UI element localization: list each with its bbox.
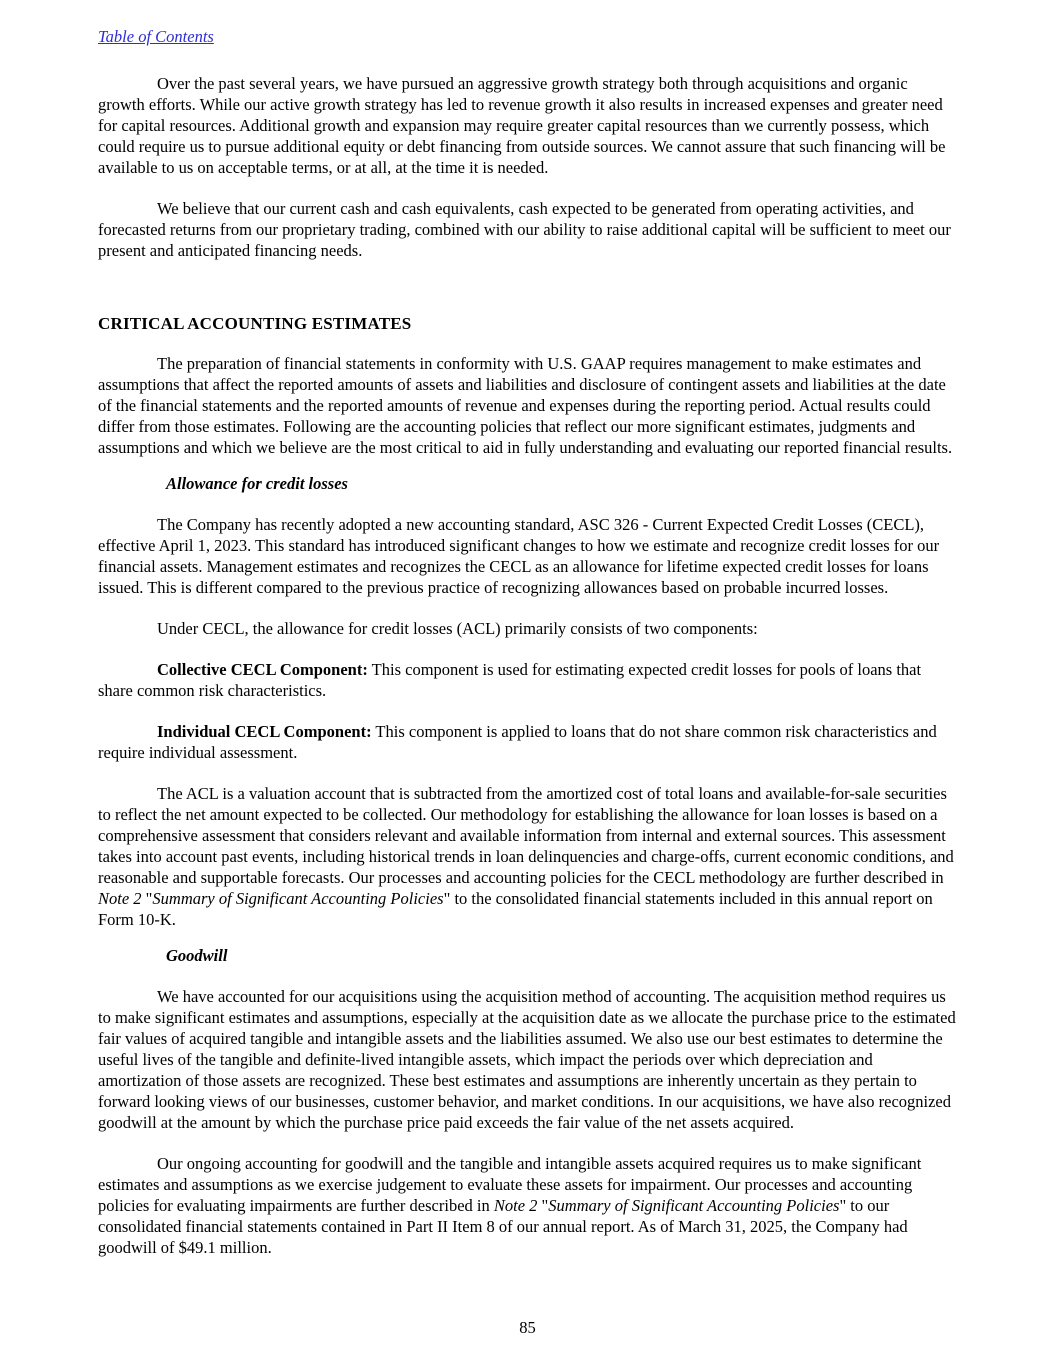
acl-text-pre: The ACL is a valuation account that is subtracted from the amortized cost of total loans and available-for-sale securities to reflect the net amount expected to be collected. Our methodology for establishing the allowance for loan losses is based on a comprehensive assessment that considers relevant and available information from internal and external sources. This assessment takes into account past events, including historical trends in loan delinquencies and charge-offs, current economic conditions, and reasonable and supportable forecasts. Our processes and accounting policies for the CECL methodology are further described in xyxy=(98,784,954,887)
individual-cecl-text: This component is applied to loans that do not share common risk characteristics and require individual assessment. xyxy=(98,722,937,762)
goodwill-quote-open: " xyxy=(537,1196,549,1215)
collective-cecl-label: Collective CECL Component: xyxy=(157,660,368,679)
heading-goodwill: Goodwill xyxy=(166,946,228,965)
collective-cecl-text: This component is used for estimating expected credit losses for pools of loans that share common risk characteristics. xyxy=(98,660,922,700)
paragraph-gaap-preparation: The preparation of financial statements in conformity with U.S. GAAP requires management to make estimates and assumptions that affect the reported amounts of assets and liabilities and disclosure of contingent assets and liabilities at the date of the financial statements and the reported amounts of revenue and expenses during the reporting period. Actual results could differ from those estimates. Following are the accounting policies that reflect our more significant estimates, judgments and assumptions and which we believe are the most critical to aid in fully understanding and evaluating our reported financial results. xyxy=(98,354,953,457)
goodwill-policy-title: Summary of Significant Accounting Policies xyxy=(548,1196,840,1215)
paragraph-liquidity: We believe that our current cash and cash equivalents, cash expected to be generated from operating activities, and forecasted returns from our proprietary trading, combined with our ability to raise additional capital will be sufficient to meet our present and anticipated financing needs. xyxy=(98,199,951,260)
paragraph-collective-cecl xyxy=(98,659,958,701)
table-of-contents-link[interactable]: Table of Contents xyxy=(98,27,214,46)
paragraph-cecl-adoption: The Company has recently adopted a new accounting standard, ASC 326 - Current Expected Credit Losses (CECL), effective April 1, 2023. This standard has introduced significant changes to how we estimate and recognize credit losses for our financial assets. Management estimates and recognizes the CECL as an allowance for lifetime expected credit losses for loans issued. This is different compared to the previous practice of recognizing allowances based on probable incurred losses. xyxy=(98,515,940,597)
goodwill-text-pre: Our ongoing accounting for goodwill and the tangible and intangible assets acquired requires us to make significant estimates and assumptions as we exercise judgement to evaluate these assets for impairment. Our processes and accounting policies for evaluating impairments are further described in xyxy=(98,1154,922,1215)
paragraph-growth-strategy: Over the past several years, we have pursued an aggressive growth strategy both through acquisitions and organic growth efforts. While our active growth strategy has led to revenue growth it also results in increased expenses and greater need for capital resources. Additional growth and expansion may require greater capital resources than we currently possess, which could require us to pursue additional equity or debt financing from outside sources. We cannot assure that such financing will be available to us on acceptable terms, or at all, at the time it is needed. xyxy=(98,74,946,177)
page-number: 85 xyxy=(519,1318,536,1337)
paragraph-acl-methodology xyxy=(98,783,958,930)
individual-cecl-label: Individual CECL Component: xyxy=(157,722,372,741)
acl-policy-title: Summary of Significant Accounting Policies xyxy=(152,889,444,908)
goodwill-note-2-reference: Note 2 xyxy=(493,1196,538,1215)
paragraph-acquisition-method: We have accounted for our acquisitions using the acquisition method of accounting. The acquisition method requires us to make significant estimates and assumptions, especially at the acquisition date as we allocate the purchase price to the estimated fair values of acquired tangible and intangible assets and the liabilities assumed. We also use our best estimates to determine the useful lives of the tangible and definite-lived intangible assets, which impact the periods over which depreciation and amortization of those assets are recognized. These best estimates and assumptions are inherently uncertain as they pertain to forward looking views of our businesses, customer behavior, and market conditions. In our acquisitions, we have also recognized goodwill at the amount by which the purchase price paid exceeds the fair value of the net assets acquired. xyxy=(98,987,956,1132)
acl-note-2-reference: Note 2 xyxy=(98,889,142,908)
paragraph-individual-cecl xyxy=(98,721,958,763)
acl-quote-open: " xyxy=(141,889,153,908)
document-content xyxy=(98,0,958,1258)
heading-allowance-for-credit-losses: Allowance for credit losses xyxy=(166,474,348,493)
heading-critical-accounting-estimates: CRITICAL ACCOUNTING ESTIMATES xyxy=(98,314,412,333)
goodwill-text-post: " to our consolidated financial statements contained in Part II Item 8 of our annual report. As of March 31, 2025, the Company had goodwill of $49.1 million. xyxy=(98,1196,908,1257)
paragraph-goodwill-impairment xyxy=(98,1153,958,1258)
paragraph-cecl-components-intro: Under CECL, the allowance for credit losses (ACL) primarily consists of two components: xyxy=(157,619,758,638)
acl-text-post: " to the consolidated financial statements included in this annual report on Form 10-K. xyxy=(98,889,933,929)
